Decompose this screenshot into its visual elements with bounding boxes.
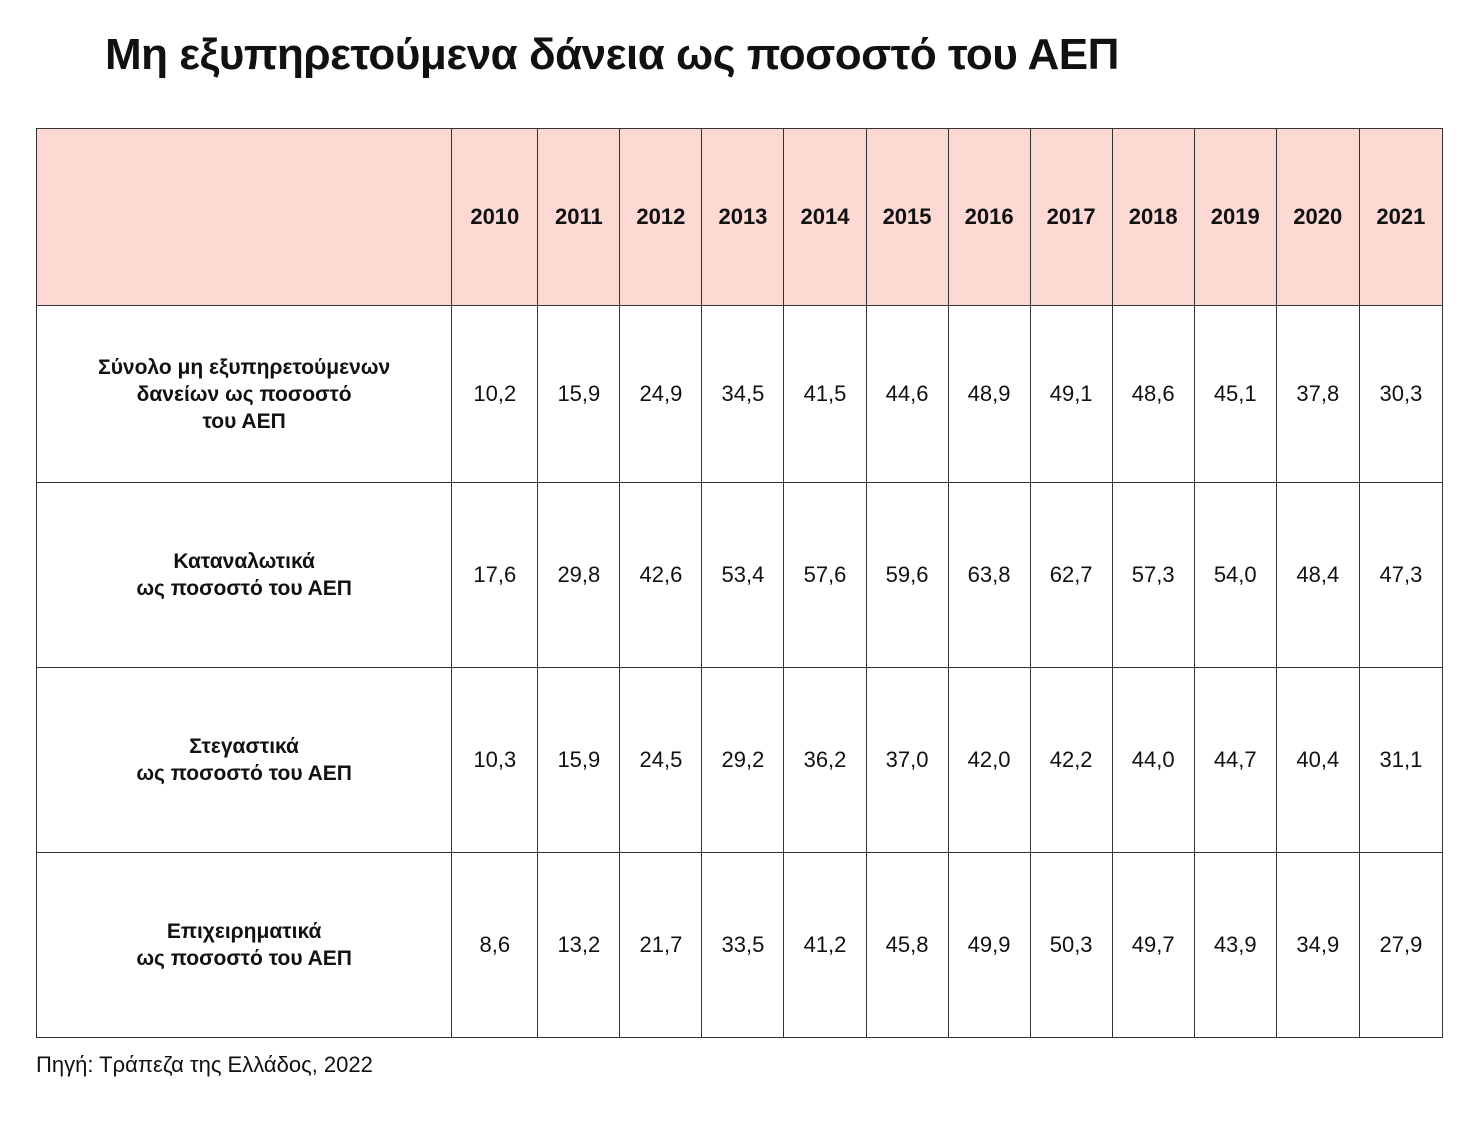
value-cell: 41,2 xyxy=(784,853,866,1038)
value-cell: 37,0 xyxy=(866,668,948,853)
value-cell: 59,6 xyxy=(866,483,948,668)
value-cell: 10,3 xyxy=(452,668,538,853)
value-cell: 13,2 xyxy=(538,853,620,1038)
value-cell: 42,0 xyxy=(948,668,1030,853)
value-cell: 57,6 xyxy=(784,483,866,668)
value-cell: 44,6 xyxy=(866,306,948,483)
value-cell: 43,9 xyxy=(1194,853,1276,1038)
value-cell: 31,1 xyxy=(1359,668,1442,853)
row-label: Στεγαστικά ως ποσοστό του ΑΕΠ xyxy=(37,668,452,853)
npl-table xyxy=(36,128,1443,1038)
year-header-2011: 2011 xyxy=(538,129,620,306)
value-cell: 10,2 xyxy=(452,306,538,483)
value-cell: 42,6 xyxy=(620,483,702,668)
year-header-2013: 2013 xyxy=(702,129,784,306)
value-cell: 15,9 xyxy=(538,668,620,853)
value-cell: 30,3 xyxy=(1359,306,1442,483)
value-cell: 34,5 xyxy=(702,306,784,483)
header-corner-cell xyxy=(37,129,452,306)
value-cell: 15,9 xyxy=(538,306,620,483)
value-cell: 17,6 xyxy=(452,483,538,668)
table-row xyxy=(37,668,1443,853)
value-cell: 54,0 xyxy=(1194,483,1276,668)
value-cell: 41,5 xyxy=(784,306,866,483)
value-cell: 45,1 xyxy=(1194,306,1276,483)
value-cell: 49,9 xyxy=(948,853,1030,1038)
value-cell: 50,3 xyxy=(1030,853,1112,1038)
value-cell: 53,4 xyxy=(702,483,784,668)
value-cell: 24,5 xyxy=(620,668,702,853)
header-row xyxy=(37,129,1443,306)
value-cell: 24,9 xyxy=(620,306,702,483)
value-cell: 34,9 xyxy=(1276,853,1359,1038)
value-cell: 44,0 xyxy=(1112,668,1194,853)
value-cell: 48,6 xyxy=(1112,306,1194,483)
year-header-2010: 2010 xyxy=(452,129,538,306)
row-label: Σύνολο μη εξυπηρετούμενων δανείων ως ποσοστό του ΑΕΠ xyxy=(37,306,452,483)
value-cell: 63,8 xyxy=(948,483,1030,668)
value-cell: 42,2 xyxy=(1030,668,1112,853)
table-row xyxy=(37,306,1443,483)
year-header-2017: 2017 xyxy=(1030,129,1112,306)
value-cell: 33,5 xyxy=(702,853,784,1038)
value-cell: 48,9 xyxy=(948,306,1030,483)
row-label: Επιχειρηματικά ως ποσοστό του ΑΕΠ xyxy=(37,853,452,1038)
year-header-2018: 2018 xyxy=(1112,129,1194,306)
chart-title: Μη εξυπηρετούμενα δάνεια ως ποσοστό του ΑΕΠ xyxy=(105,30,1119,79)
row-label: Καταναλωτικά ως ποσοστό του ΑΕΠ xyxy=(37,483,452,668)
value-cell: 62,7 xyxy=(1030,483,1112,668)
value-cell: 48,4 xyxy=(1276,483,1359,668)
year-header-2014: 2014 xyxy=(784,129,866,306)
table-row xyxy=(37,483,1443,668)
year-header-2021: 2021 xyxy=(1359,129,1442,306)
value-cell: 44,7 xyxy=(1194,668,1276,853)
value-cell: 29,8 xyxy=(538,483,620,668)
value-cell: 27,9 xyxy=(1359,853,1442,1038)
year-header-2016: 2016 xyxy=(948,129,1030,306)
value-cell: 36,2 xyxy=(784,668,866,853)
source-note: Πηγή: Τράπεζα της Ελλάδος, 2022 xyxy=(36,1052,373,1077)
year-header-2020: 2020 xyxy=(1276,129,1359,306)
value-cell: 37,8 xyxy=(1276,306,1359,483)
value-cell: 29,2 xyxy=(702,668,784,853)
value-cell: 8,6 xyxy=(452,853,538,1038)
value-cell: 21,7 xyxy=(620,853,702,1038)
value-cell: 47,3 xyxy=(1359,483,1442,668)
value-cell: 40,4 xyxy=(1276,668,1359,853)
value-cell: 45,8 xyxy=(866,853,948,1038)
year-header-2019: 2019 xyxy=(1194,129,1276,306)
value-cell: 49,1 xyxy=(1030,306,1112,483)
table-row xyxy=(37,853,1443,1038)
year-header-2012: 2012 xyxy=(620,129,702,306)
value-cell: 49,7 xyxy=(1112,853,1194,1038)
value-cell: 57,3 xyxy=(1112,483,1194,668)
year-header-2015: 2015 xyxy=(866,129,948,306)
